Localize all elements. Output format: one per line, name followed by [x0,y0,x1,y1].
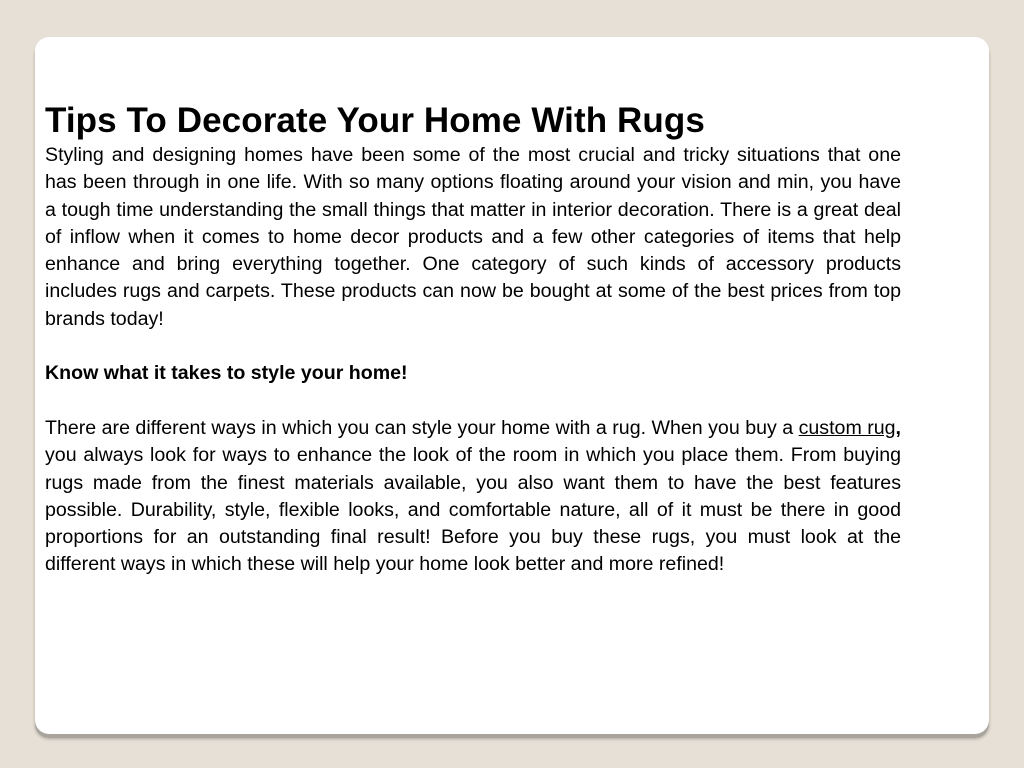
slide-title: Tips To Decorate Your Home With Rugs [45,101,705,140]
body-paragraph [45,415,901,579]
slide-content [45,100,901,579]
custom-rug-link[interactable]: custom rug [798,416,896,439]
slide-card [35,37,989,734]
body-text-after-link: you always look for ways to enhance the look of the room in which you place them. From buying rugs made from the finest materials available, you also want them to have the best features possible. Durability, style, flexible looks, and comfortable nature, all of it must be there in good proportions for an outstanding final result! Before you buy these rugs, you must look at the different ways in which these will help your home look better and more refined! [45,444,901,576]
intro-paragraph: Styling and designing homes have been some of the most crucial and tricky situations that one has been through in one life. With so many options floating around your vision and min, you have a tough time understanding the small things that matter in interior decoration. There is a great deal of inflow when it comes to home decor products and a few other categories of items that help enhance and bring everything together. One category of such kinds of accessory products includes rugs and carpets. These products can now be bought at some of the best prices from top brands today! [45,144,901,330]
body-text-before-link: There are different ways in which you can style your home with a rug. When you buy a [45,416,799,439]
link-comma: , [895,416,901,439]
section-subheading: Know what it takes to style your home! [45,362,408,385]
